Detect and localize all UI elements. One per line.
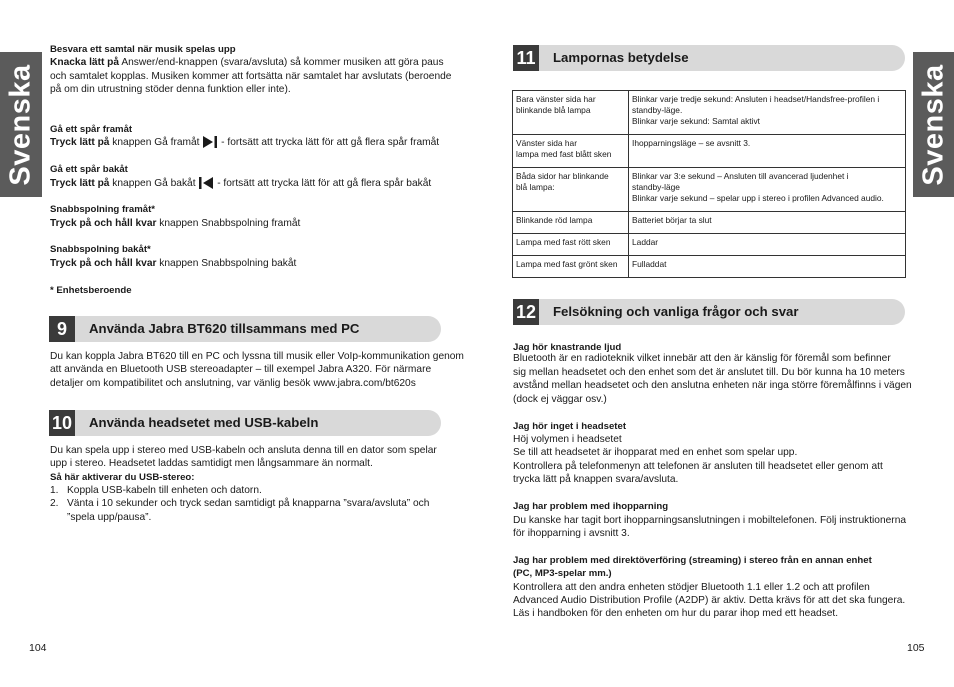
led-table-row — [513, 91, 906, 135]
led-meaning-text: Laddar — [632, 237, 659, 247]
faq-q3-line1: Du kanske har tagit bort ihopparningsanslutningen i mobiltelefonen. Följ instruktionerna — [513, 515, 907, 526]
answer-music-line3: på om din utrustning stöder denna funktion eller inte). — [50, 84, 291, 95]
section-10-title: Använda headsetet med USB-kabeln — [89, 415, 319, 430]
led-table-row — [513, 234, 906, 256]
section-11-title: Lampornas betydelse — [553, 50, 689, 65]
faq-q1-line4: (dock ej väggar osv.) — [513, 394, 607, 405]
faq-q2-line4: trycka lätt på knappen svara/avsluta. — [513, 474, 679, 485]
led-meaning-text: Batteriet börjar ta slut — [632, 215, 712, 225]
sec9-line2: att använda en Bluetooth USB stereoadapter – till exempel Jabra A320. För närmare — [50, 364, 432, 375]
forward-heading: Gå ett spår framåt — [50, 124, 133, 135]
page-number-right: 105 — [907, 642, 925, 654]
faq-q2-line1: Höj volymen i headsetet — [513, 434, 622, 445]
led-state-text: Vänster sida har — [516, 138, 577, 148]
led-table-row — [513, 256, 906, 278]
sec10-item2-num: 2. — [50, 498, 59, 509]
led-state-cell — [513, 91, 629, 135]
sec10-line1: Du kan spela upp i stereo med USB-kabeln och ansluta denna till en dator som spelar — [50, 445, 437, 456]
led-meaning-text: Blinkar var 3:e sekund – Ansluten till avancerad ljudenhet i — [632, 171, 849, 181]
rew-heading: Snabbspolning bakåt* — [50, 244, 151, 255]
section-9-number: 9 — [49, 316, 75, 342]
answer-music-line1: Knacka lätt på Answer/end-knappen (svara/avsluta) så kommer musiken att göra paus — [50, 57, 444, 68]
back-heading: Gå ett spår bakåt — [50, 164, 128, 175]
faq-q4-line3: Läs i handboken för den enheten om hur du parar ihop med ett headset. — [513, 608, 839, 619]
page-number-left: 104 — [29, 642, 47, 654]
faq-q1-line1: Bluetooth är en radioteknik vilket innebär att den är känslig för föremål som befinner — [513, 353, 891, 364]
faq-q1-heading: Jag hör knastrande ljud — [513, 342, 622, 353]
led-state-text: lampa med fast blått sken — [516, 149, 612, 159]
back-text: Tryck lätt på knappen Gå bakåt - fortsätt att trycka lätt för att gå flera spår bakåt — [50, 178, 432, 189]
led-meaning-cell — [629, 91, 906, 135]
ff-heading: Snabbspolning framåt* — [50, 204, 156, 215]
sec10-item2-line1: Vänta i 10 sekunder och tryck sedan samtidigt på knapparna ”svara/avsluta” och — [67, 498, 430, 509]
faq-q1-line2: sig mellan headsetet och den enhet som det är anslutet till. Du bör kunna ha 10 meters — [513, 367, 905, 378]
led-meaning-cell — [629, 135, 906, 168]
forward-text: Tryck lätt på knappen Gå framåt - fortsätt att trycka lätt för att gå flera spår framåt — [50, 137, 440, 148]
led-meaning-cell — [629, 256, 906, 278]
faq-q3-line2: för ihopparning i avsnitt 3. — [513, 528, 630, 539]
section-12-title: Felsökning och vanliga frågor och svar — [553, 304, 799, 319]
sec10-item2-line2: ”spela upp/pausa”. — [67, 512, 152, 523]
led-state-text: Lampa med fast grönt sken — [516, 259, 618, 269]
faq-q2-line2: Se till att headsetet är ihopparat med en enhet som spelar upp. — [513, 447, 798, 458]
rew-text: Tryck på och håll kvar knappen Snabbspolning bakåt — [50, 258, 297, 269]
section-9-title: Använda Jabra BT620 tillsammans med PC — [89, 321, 360, 336]
led-meaning-text: Ihopparningsläge – se avsnitt 3. — [632, 138, 751, 148]
answer-music-heading: Besvara ett samtal när musik spelas upp — [50, 44, 236, 55]
section-11-number: 11 — [513, 45, 539, 71]
faq-q4-heading-line1: Jag har problem med direktöverföring (streaming) i stereo från en annan enhet — [513, 555, 872, 566]
led-table — [512, 90, 906, 278]
led-state-cell — [513, 256, 629, 278]
sec10-line2: upp i stereo. Headsetet laddas samtidigt men långsammare än normalt. — [50, 458, 373, 469]
faq-q2-heading: Jag hör inget i headsetet — [513, 421, 627, 432]
footnote: * Enhetsberoende — [50, 285, 132, 296]
led-meaning-text: Fulladdat — [632, 259, 667, 269]
led-meaning-text: standby-läge — [632, 182, 680, 192]
language-tab-right-label: Svenska — [917, 63, 949, 186]
led-state-text: Båda sidor har blinkande — [516, 171, 609, 181]
sec9-line3: detaljer om kompatibilitet och anslutning, var vänlig besök www.jabra.com/bt620s — [50, 378, 416, 389]
next-track-icon — [202, 136, 218, 148]
led-state-cell — [513, 212, 629, 234]
led-state-text: blå lampa: — [516, 182, 555, 192]
led-state-cell — [513, 168, 629, 212]
ff-text: Tryck på och håll kvar knappen Snabbspolning framåt — [50, 218, 301, 229]
faq-q3-heading: Jag har problem med ihopparning — [513, 501, 669, 512]
led-state-cell — [513, 135, 629, 168]
led-meaning-text: Blinkar varje tredje sekund: Ansluten i headset/Handsfree-profilen i — [632, 94, 880, 104]
led-meaning-cell — [629, 212, 906, 234]
faq-q2-line3: Kontrollera på telefonmenyn att telefonen är ansluten till headsetet eller genom att — [513, 461, 883, 472]
faq-q1-line3: avstånd mellan headsetet och den anslutna enheten när inga större föremålfinns i vägen — [513, 380, 912, 391]
led-state-text: Lampa med fast rött sken — [516, 237, 611, 247]
led-state-text: Bara vänster sida har — [516, 94, 596, 104]
previous-track-icon — [198, 177, 214, 189]
led-meaning-text: Blinkar varje sekund: Samtal aktivt — [632, 116, 761, 126]
language-tab-right — [913, 52, 954, 197]
sec10-usb-heading: Så här aktiverar du USB-stereo: — [50, 472, 195, 483]
sec10-item1: Koppla USB-kabeln till enheten och datorn. — [67, 485, 262, 496]
led-meaning-cell — [629, 234, 906, 256]
section-10-number: 10 — [49, 410, 75, 436]
faq-q4-line2: Advanced Audio Distribution Profile (A2DP) är aktiv. Detta krävs för att det ska fungera. — [513, 595, 906, 606]
faq-q4-line1: Kontrollera att den andra enheten stödjer Bluetooth 1.1 eller 1.2 och att profilen — [513, 582, 870, 593]
sec9-line1: Du kan koppla Jabra BT620 till en PC och lyssna till musik eller VoIp-kommunikation genom — [50, 351, 464, 362]
led-table-row — [513, 212, 906, 234]
led-state-cell — [513, 234, 629, 256]
language-tab-left — [0, 52, 42, 197]
led-state-text: blinkande blå lampa — [516, 105, 591, 115]
sec10-item1-num: 1. — [50, 485, 59, 496]
led-table-row — [513, 135, 906, 168]
language-tab-left-label: Svenska — [4, 63, 37, 186]
answer-music-line2: och samtalet kopplas. Musiken kommer att fortsätta när samtalet har avslutats (beroende — [50, 71, 452, 82]
led-meaning-text: Blinkar varje sekund – spelar upp i stereo i profilen Advanced audio. — [632, 193, 884, 203]
led-state-text: Blinkande röd lampa — [516, 215, 593, 225]
faq-q4-heading-line2: (PC, MP3-spelar mm.) — [513, 568, 612, 579]
led-meaning-text: standby-läge. — [632, 105, 683, 115]
section-12-number: 12 — [513, 299, 539, 325]
led-table-row — [513, 168, 906, 212]
led-meaning-cell — [629, 168, 906, 212]
